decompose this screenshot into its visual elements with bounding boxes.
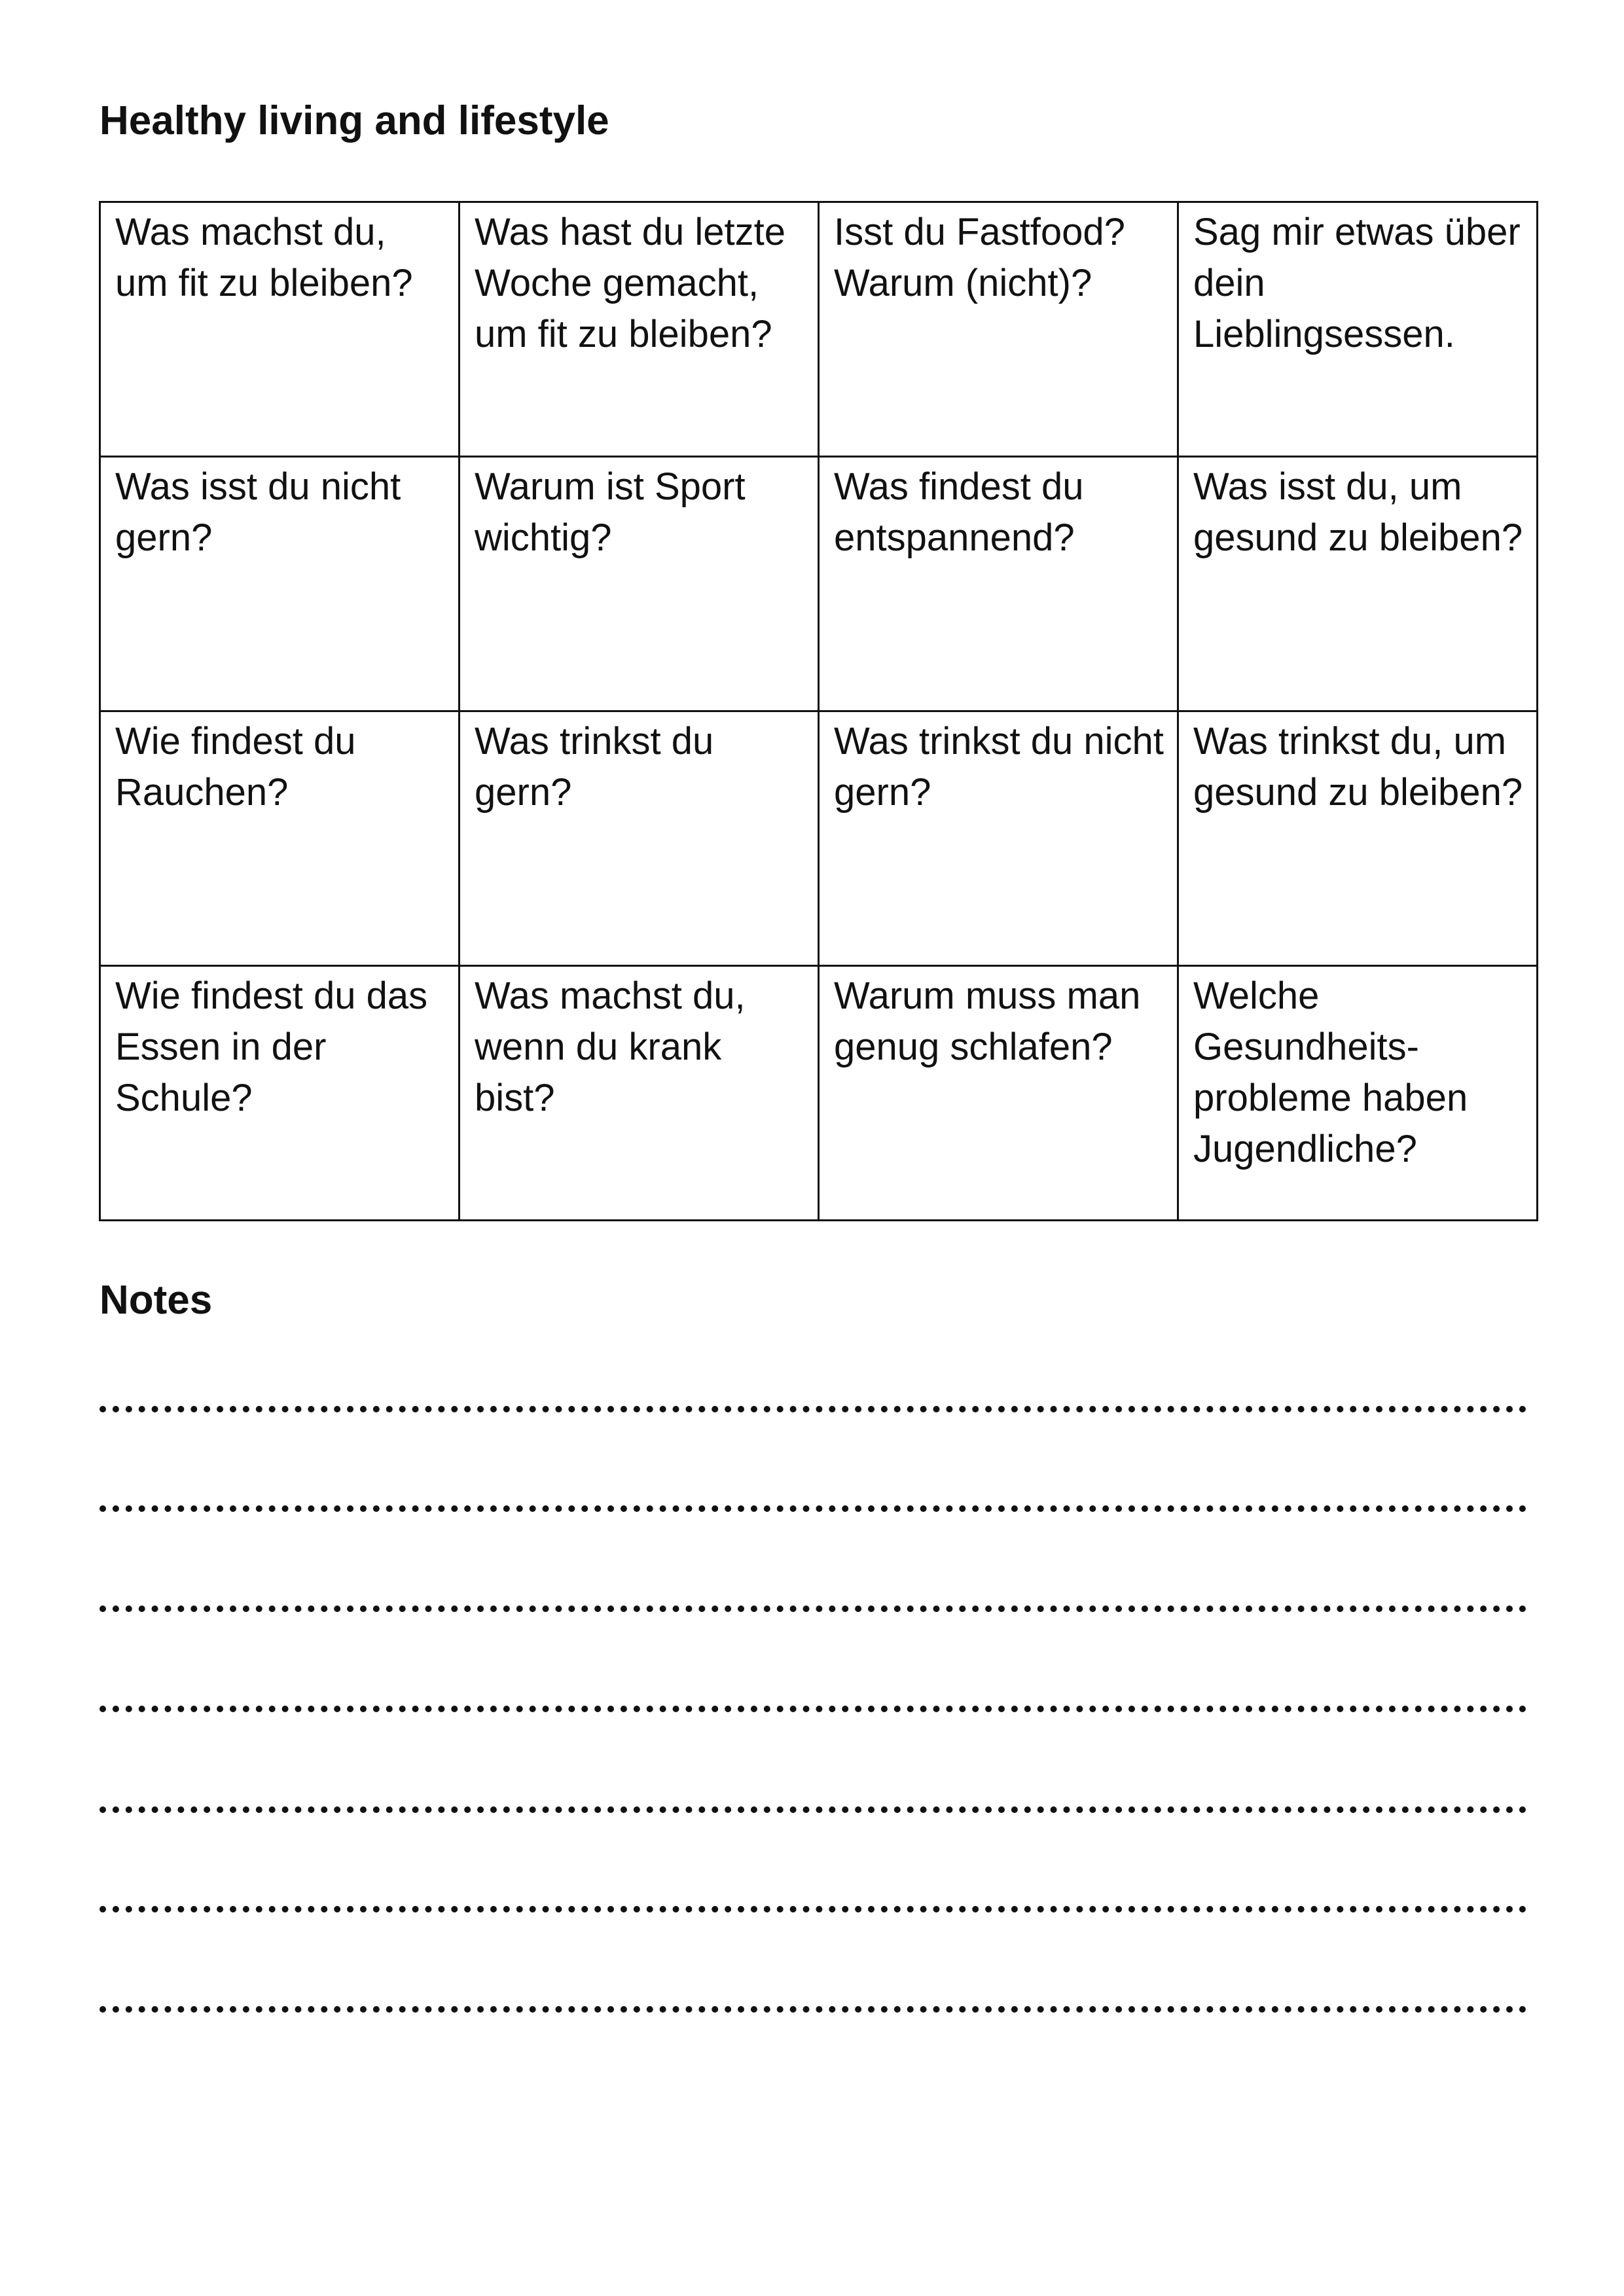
question-cell: Was machst du, um fit zu bleiben? <box>100 202 460 457</box>
notes-line[interactable] <box>99 2006 1526 2013</box>
question-cell: Was hast du letzte Woche gemacht, um fit zu bleiben? <box>460 202 819 457</box>
question-grid <box>99 201 1538 1221</box>
notes-line[interactable] <box>99 1406 1526 1412</box>
question-cell: Was machst du, wenn du krank bist? <box>460 966 819 1221</box>
question-cell: Was isst du, um gesund zu bleiben? <box>1178 457 1538 711</box>
notes-heading: Notes <box>99 1278 213 1323</box>
grid-row <box>100 202 1538 457</box>
question-cell: Was findest du entspannend? <box>819 457 1178 711</box>
question-cell: Warum ist Sport wichtig? <box>460 457 819 711</box>
question-cell: Was isst du nicht gern? <box>100 457 460 711</box>
question-cell: Warum muss man genug schlafen? <box>819 966 1178 1221</box>
notes-line[interactable] <box>99 1706 1526 1712</box>
grid-row <box>100 966 1538 1221</box>
question-cell: Wie findest du Rauchen? <box>100 711 460 966</box>
notes-line[interactable] <box>99 1906 1526 1912</box>
question-cell: Isst du Fastfood? Warum (nicht)? <box>819 202 1178 457</box>
notes-line[interactable] <box>99 1806 1526 1813</box>
question-cell: Was trinkst du gern? <box>460 711 819 966</box>
question-cell: Wie findest du das Essen in der Schule? <box>100 966 460 1221</box>
worksheet-title: Healthy living and lifestyle <box>99 98 609 143</box>
grid-row <box>100 457 1538 711</box>
question-cell: Sag mir etwas über dein Lieblingsessen. <box>1178 202 1538 457</box>
question-cell: Was trinkst du, um gesund zu bleiben? <box>1178 711 1538 966</box>
grid-row <box>100 711 1538 966</box>
notes-line[interactable] <box>99 1605 1526 1612</box>
question-cell: Welche Gesundheits-probleme haben Jugendliche? <box>1178 966 1538 1221</box>
notes-line[interactable] <box>99 1505 1526 1512</box>
question-cell: Was trinkst du nicht gern? <box>819 711 1178 966</box>
